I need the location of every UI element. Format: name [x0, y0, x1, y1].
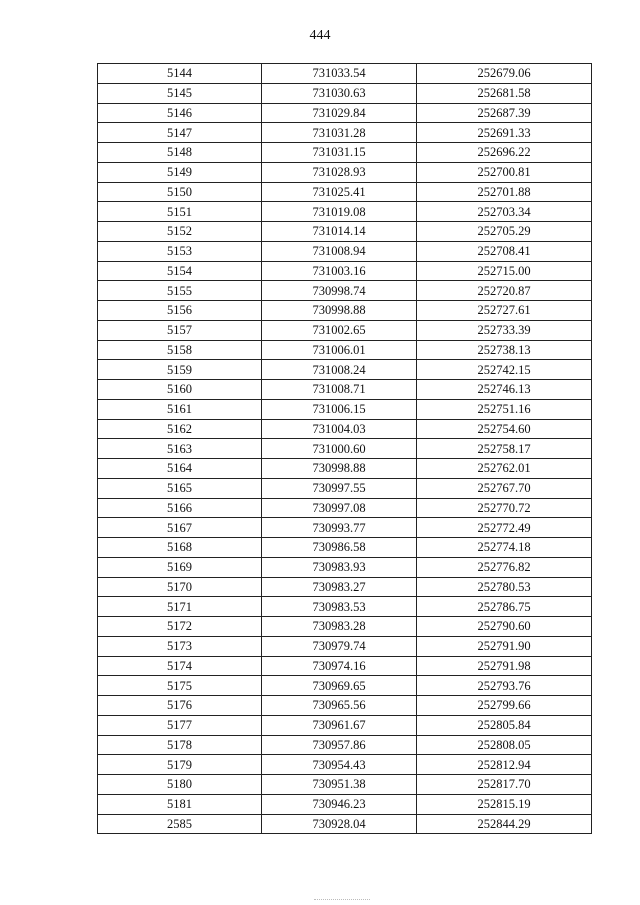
- x-coordinate-cell: 731002.65: [262, 320, 417, 340]
- x-coordinate-cell: 730983.93: [262, 557, 417, 577]
- point-number-cell: 5169: [98, 557, 262, 577]
- point-number-cell: 5150: [98, 182, 262, 202]
- y-coordinate-cell: 252703.34: [417, 202, 592, 222]
- point-number-cell: 5160: [98, 380, 262, 400]
- table-row: [98, 577, 592, 597]
- point-number-cell: 5156: [98, 301, 262, 321]
- y-coordinate-cell: 252705.29: [417, 222, 592, 242]
- point-number-cell: 5144: [98, 64, 262, 84]
- table-row: [98, 439, 592, 459]
- y-coordinate-cell: 252681.58: [417, 83, 592, 103]
- point-number-cell: 5176: [98, 696, 262, 716]
- point-number-cell: 5168: [98, 538, 262, 558]
- table-row: [98, 123, 592, 143]
- x-coordinate-cell: 730983.53: [262, 597, 417, 617]
- table-row: [98, 498, 592, 518]
- y-coordinate-cell: 252687.39: [417, 103, 592, 123]
- y-coordinate-cell: 252791.90: [417, 636, 592, 656]
- point-number-cell: 5180: [98, 775, 262, 795]
- point-number-cell: 5181: [98, 794, 262, 814]
- point-number-cell: 5172: [98, 617, 262, 637]
- table-row: [98, 103, 592, 123]
- table-row: [98, 301, 592, 321]
- y-coordinate-cell: 252720.87: [417, 281, 592, 301]
- point-number-cell: 5171: [98, 597, 262, 617]
- table-row: [98, 518, 592, 538]
- table-row: [98, 202, 592, 222]
- table-row: [98, 735, 592, 755]
- table-row: [98, 222, 592, 242]
- page-number: 444: [309, 28, 331, 43]
- point-number-cell: 5173: [98, 636, 262, 656]
- x-coordinate-cell: 731031.28: [262, 123, 417, 143]
- y-coordinate-cell: 252733.39: [417, 320, 592, 340]
- table-row: [98, 696, 592, 716]
- table-row: [98, 143, 592, 163]
- x-coordinate-cell: 730997.55: [262, 478, 417, 498]
- y-coordinate-cell: 252770.72: [417, 498, 592, 518]
- y-coordinate-cell: 252746.13: [417, 380, 592, 400]
- point-number-cell: 5145: [98, 83, 262, 103]
- table-row: [98, 162, 592, 182]
- y-coordinate-cell: 252715.00: [417, 261, 592, 281]
- table-row: [98, 320, 592, 340]
- x-coordinate-cell: 731030.63: [262, 83, 417, 103]
- point-number-cell: 5175: [98, 676, 262, 696]
- table-row: [98, 794, 592, 814]
- x-coordinate-cell: 730979.74: [262, 636, 417, 656]
- table-row: [98, 636, 592, 656]
- point-number-cell: 5164: [98, 459, 262, 479]
- point-number-cell: 5166: [98, 498, 262, 518]
- point-number-cell: 5158: [98, 340, 262, 360]
- point-number-cell: 5162: [98, 419, 262, 439]
- point-number-cell: 5155: [98, 281, 262, 301]
- table-row: [98, 340, 592, 360]
- table-row: [98, 775, 592, 795]
- x-coordinate-cell: 731006.15: [262, 399, 417, 419]
- point-number-cell: 5177: [98, 715, 262, 735]
- x-coordinate-cell: 730983.27: [262, 577, 417, 597]
- x-coordinate-cell: 731008.24: [262, 360, 417, 380]
- table-row: [98, 360, 592, 380]
- x-coordinate-cell: 731006.01: [262, 340, 417, 360]
- point-number-cell: 5151: [98, 202, 262, 222]
- x-coordinate-cell: 731019.08: [262, 202, 417, 222]
- x-coordinate-cell: 730951.38: [262, 775, 417, 795]
- y-coordinate-cell: 252762.01: [417, 459, 592, 479]
- x-coordinate-cell: 731025.41: [262, 182, 417, 202]
- y-coordinate-cell: 252780.53: [417, 577, 592, 597]
- table-row: [98, 755, 592, 775]
- y-coordinate-cell: 252805.84: [417, 715, 592, 735]
- table-row: [98, 419, 592, 439]
- table-row: [98, 281, 592, 301]
- table-row: [98, 83, 592, 103]
- coordinates-table-body: [98, 64, 592, 834]
- table-row: [98, 64, 592, 84]
- x-coordinate-cell: 730997.08: [262, 498, 417, 518]
- y-coordinate-cell: 252751.16: [417, 399, 592, 419]
- table-row: [98, 538, 592, 558]
- y-coordinate-cell: 252700.81: [417, 162, 592, 182]
- table-row: [98, 656, 592, 676]
- x-coordinate-cell: 731031.15: [262, 143, 417, 163]
- x-coordinate-cell: 730983.28: [262, 617, 417, 637]
- x-coordinate-cell: 731004.03: [262, 419, 417, 439]
- point-number-cell: 5167: [98, 518, 262, 538]
- x-coordinate-cell: 730969.65: [262, 676, 417, 696]
- y-coordinate-cell: 252754.60: [417, 419, 592, 439]
- x-coordinate-cell: 730965.56: [262, 696, 417, 716]
- table-row: [98, 617, 592, 637]
- x-coordinate-cell: 730998.88: [262, 459, 417, 479]
- x-coordinate-cell: 731000.60: [262, 439, 417, 459]
- point-number-cell: 5178: [98, 735, 262, 755]
- x-coordinate-cell: 730986.58: [262, 538, 417, 558]
- x-coordinate-cell: 730961.67: [262, 715, 417, 735]
- y-coordinate-cell: 252772.49: [417, 518, 592, 538]
- x-coordinate-cell: 730928.04: [262, 814, 417, 834]
- point-number-cell: 5161: [98, 399, 262, 419]
- point-number-cell: 2585: [98, 814, 262, 834]
- point-number-cell: 5153: [98, 241, 262, 261]
- footer-mark: [314, 899, 370, 900]
- y-coordinate-cell: 252727.61: [417, 301, 592, 321]
- x-coordinate-cell: 730998.88: [262, 301, 417, 321]
- x-coordinate-cell: 730957.86: [262, 735, 417, 755]
- y-coordinate-cell: 252776.82: [417, 557, 592, 577]
- y-coordinate-cell: 252679.06: [417, 64, 592, 84]
- point-number-cell: 5149: [98, 162, 262, 182]
- y-coordinate-cell: 252790.60: [417, 617, 592, 637]
- table-row: [98, 380, 592, 400]
- table-row: [98, 241, 592, 261]
- table-row: [98, 676, 592, 696]
- table-row: [98, 399, 592, 419]
- table-row: [98, 715, 592, 735]
- y-coordinate-cell: 252738.13: [417, 340, 592, 360]
- x-coordinate-cell: 731014.14: [262, 222, 417, 242]
- x-coordinate-cell: 731033.54: [262, 64, 417, 84]
- y-coordinate-cell: 252708.41: [417, 241, 592, 261]
- x-coordinate-cell: 731008.94: [262, 241, 417, 261]
- x-coordinate-cell: 730998.74: [262, 281, 417, 301]
- point-number-cell: 5147: [98, 123, 262, 143]
- x-coordinate-cell: 731028.93: [262, 162, 417, 182]
- y-coordinate-cell: 252817.70: [417, 775, 592, 795]
- point-number-cell: 5157: [98, 320, 262, 340]
- point-number-cell: 5154: [98, 261, 262, 281]
- y-coordinate-cell: 252742.15: [417, 360, 592, 380]
- point-number-cell: 5152: [98, 222, 262, 242]
- y-coordinate-cell: 252799.66: [417, 696, 592, 716]
- x-coordinate-cell: 730974.16: [262, 656, 417, 676]
- y-coordinate-cell: 252791.98: [417, 656, 592, 676]
- x-coordinate-cell: 731008.71: [262, 380, 417, 400]
- y-coordinate-cell: 252786.75: [417, 597, 592, 617]
- point-number-cell: 5179: [98, 755, 262, 775]
- x-coordinate-cell: 731029.84: [262, 103, 417, 123]
- x-coordinate-cell: 730946.23: [262, 794, 417, 814]
- y-coordinate-cell: 252696.22: [417, 143, 592, 163]
- y-coordinate-cell: 252758.17: [417, 439, 592, 459]
- point-number-cell: 5148: [98, 143, 262, 163]
- coordinates-table: [97, 63, 592, 834]
- table-row: [98, 261, 592, 281]
- point-number-cell: 5174: [98, 656, 262, 676]
- y-coordinate-cell: 252844.29: [417, 814, 592, 834]
- table-row: [98, 597, 592, 617]
- y-coordinate-cell: 252691.33: [417, 123, 592, 143]
- point-number-cell: 5159: [98, 360, 262, 380]
- x-coordinate-cell: 730954.43: [262, 755, 417, 775]
- table-row: [98, 814, 592, 834]
- y-coordinate-cell: 252774.18: [417, 538, 592, 558]
- table-row: [98, 182, 592, 202]
- y-coordinate-cell: 252793.76: [417, 676, 592, 696]
- x-coordinate-cell: 730993.77: [262, 518, 417, 538]
- y-coordinate-cell: 252808.05: [417, 735, 592, 755]
- table-row: [98, 478, 592, 498]
- y-coordinate-cell: 252815.19: [417, 794, 592, 814]
- y-coordinate-cell: 252812.94: [417, 755, 592, 775]
- point-number-cell: 5165: [98, 478, 262, 498]
- table-row: [98, 557, 592, 577]
- y-coordinate-cell: 252701.88: [417, 182, 592, 202]
- table-row: [98, 459, 592, 479]
- y-coordinate-cell: 252767.70: [417, 478, 592, 498]
- x-coordinate-cell: 731003.16: [262, 261, 417, 281]
- point-number-cell: 5163: [98, 439, 262, 459]
- point-number-cell: 5170: [98, 577, 262, 597]
- point-number-cell: 5146: [98, 103, 262, 123]
